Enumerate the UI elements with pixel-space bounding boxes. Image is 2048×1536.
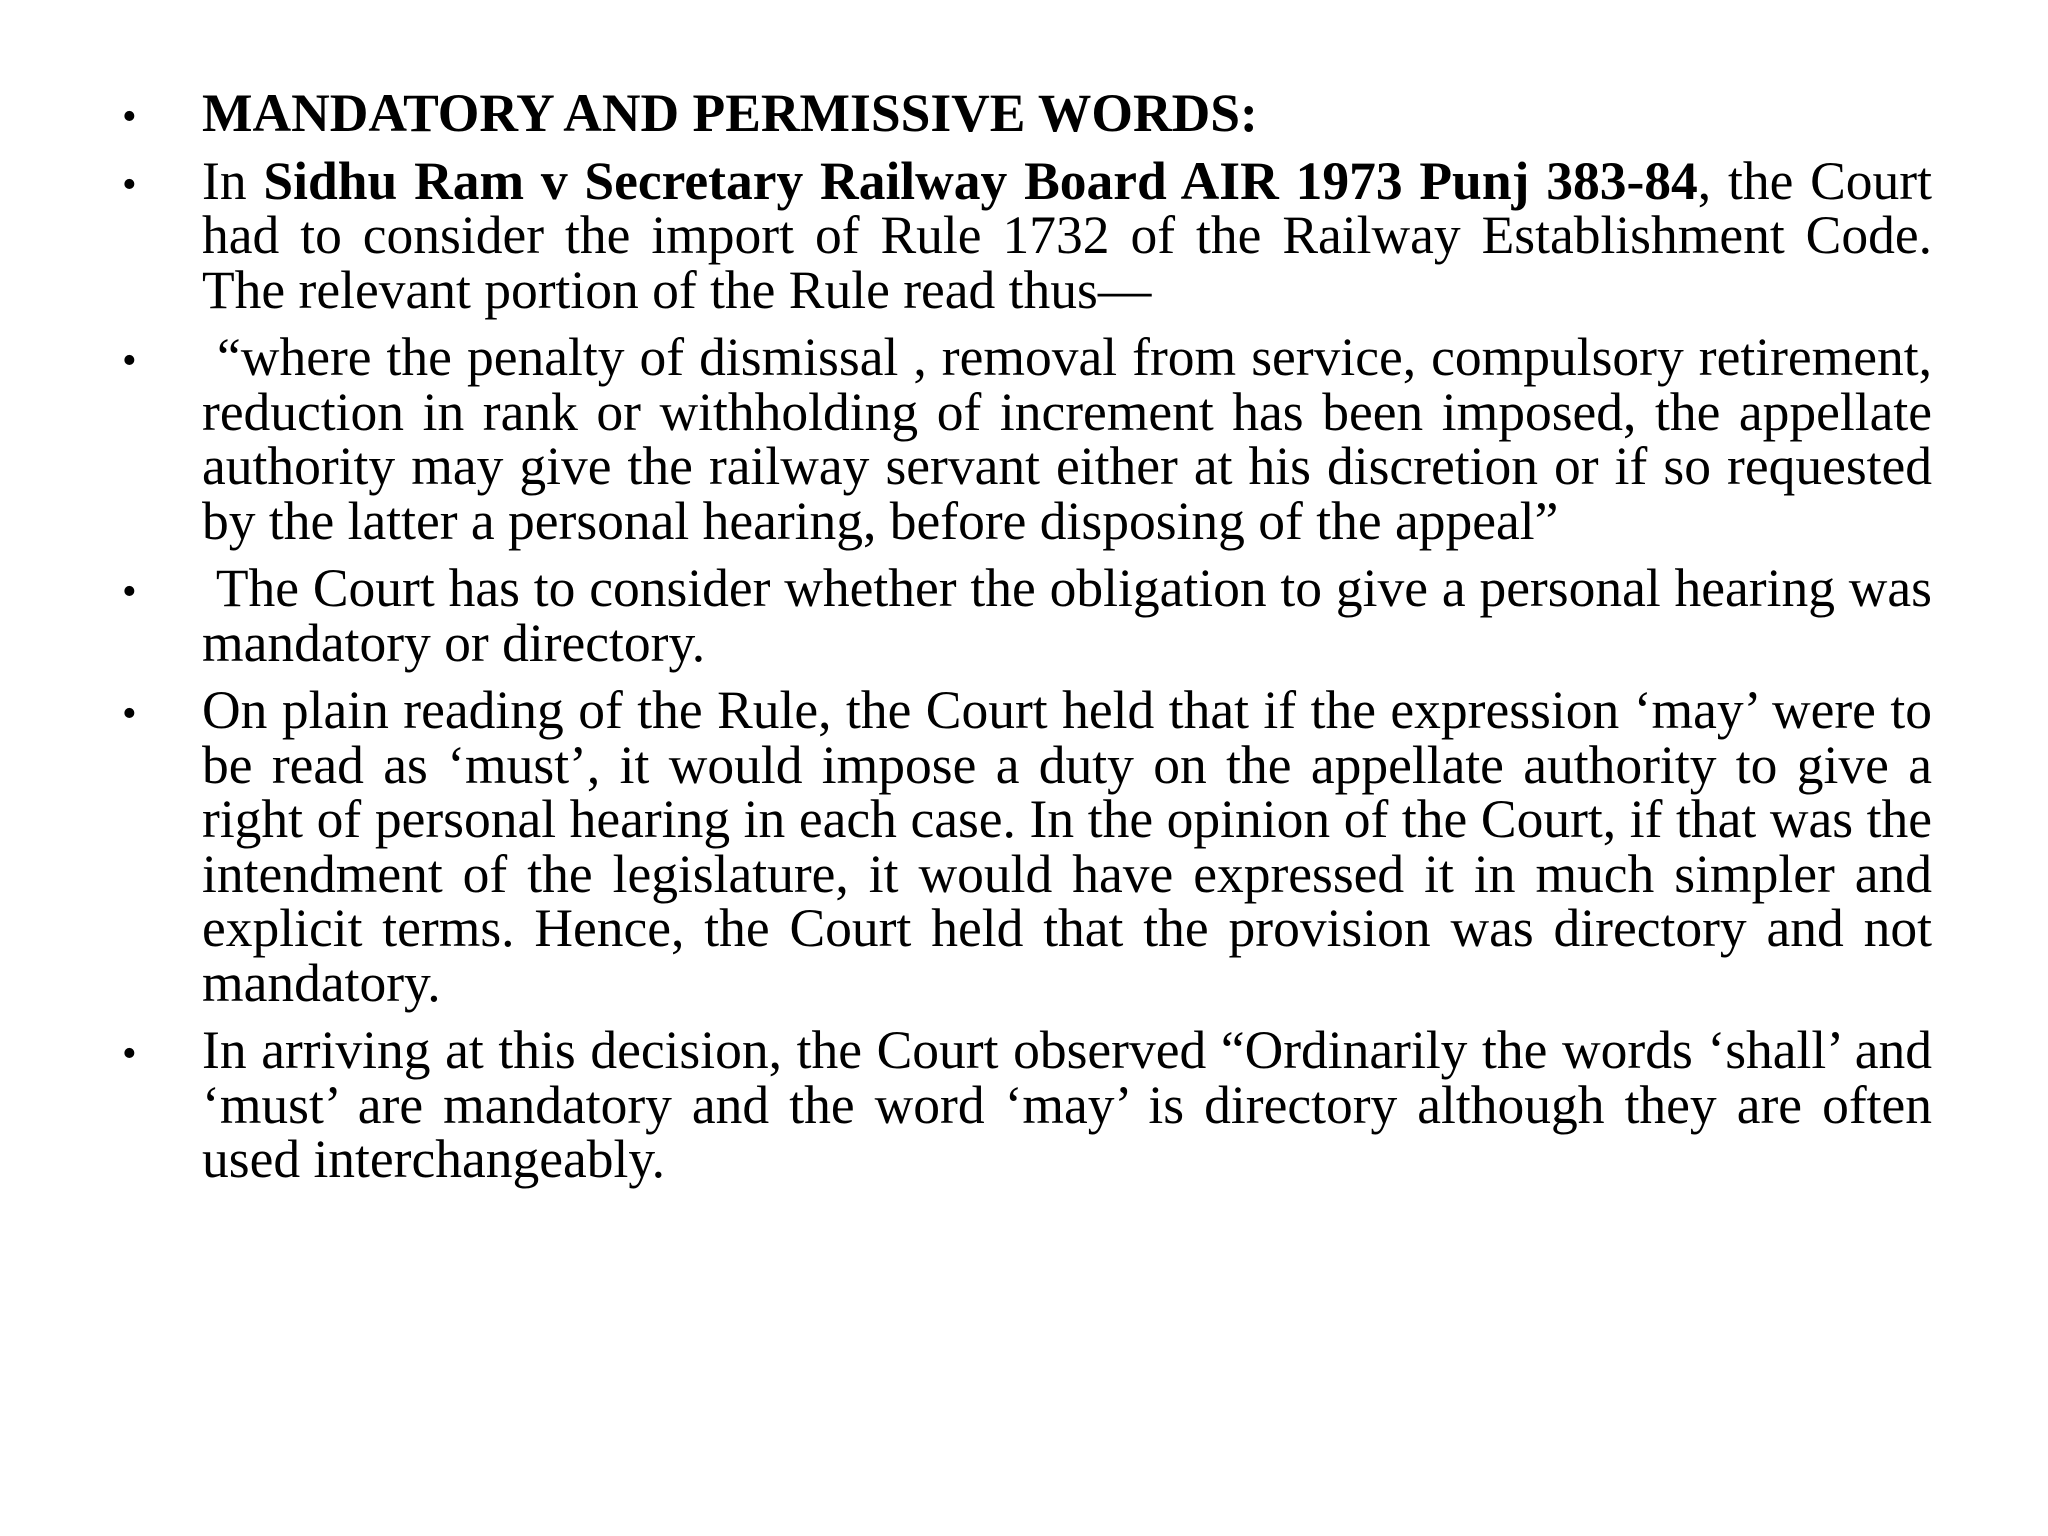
case-post-text: , the Court had to consider the import of Rule 1732 of the Railway Establishment Code. The relevant portion of the Rule read thus— (202, 150, 1932, 320)
bullet-item-heading (0, 83, 2048, 143)
bullet-dot-icon: • (122, 338, 137, 384)
bullet-dot-icon: • (122, 94, 137, 140)
bullet-item-case (0, 150, 2048, 320)
case-pre-text: In (202, 150, 264, 211)
bullet-item-rule-quote (0, 327, 2048, 551)
rule-quote-paragraph: “where the penalty of dismissal , removal from service, compulsory retirement, reduction in rank or withholding of increment has been imposed, the appellate authority may give the railway servant either at his discretion or if so requested by the latter a personal hearing, before disposing of the appeal” (202, 327, 1932, 551)
bullet-dot-icon: • (122, 161, 137, 208)
bullet-item-observation (0, 1020, 2048, 1189)
bullet-dot-icon: • (122, 569, 137, 615)
bullet-dot-icon: • (122, 1031, 137, 1077)
bullet-list (0, 83, 2048, 1200)
observation-paragraph: In arriving at this decision, the Court observed “Ordinarily the words ‘shall’ and ‘must’ are mandatory and the word ‘may’ is directory although they are often used interchangeably. (202, 1020, 1932, 1189)
bullet-dot-icon: • (122, 691, 137, 737)
question-paragraph: The Court has to consider whether the obligation to give a personal hearing was mandatory or directory. (202, 558, 1932, 673)
holding-paragraph: On plain reading of the Rule, the Court held that if the expression ‘may’ were to be read as ‘must’, it would impose a duty on the appellate authority to give a right of personal hearing in each case. In the opinion of the Court, if that was the intendment of the legislature, it would have expressed it in much simpler and explicit terms. Hence, the Court held that the provision was directory and not mandatory. (202, 680, 1932, 1013)
case-paragraph (202, 150, 1932, 320)
slide-heading: MANDATORY AND PERMISSIVE WORDS: (202, 83, 1258, 143)
case-name: Sidhu Ram v Secretary Railway Board AIR 1973 Punj 383-84 (263, 150, 1698, 211)
bullet-item-holding (0, 680, 2048, 1013)
bullet-item-question (0, 558, 2048, 673)
